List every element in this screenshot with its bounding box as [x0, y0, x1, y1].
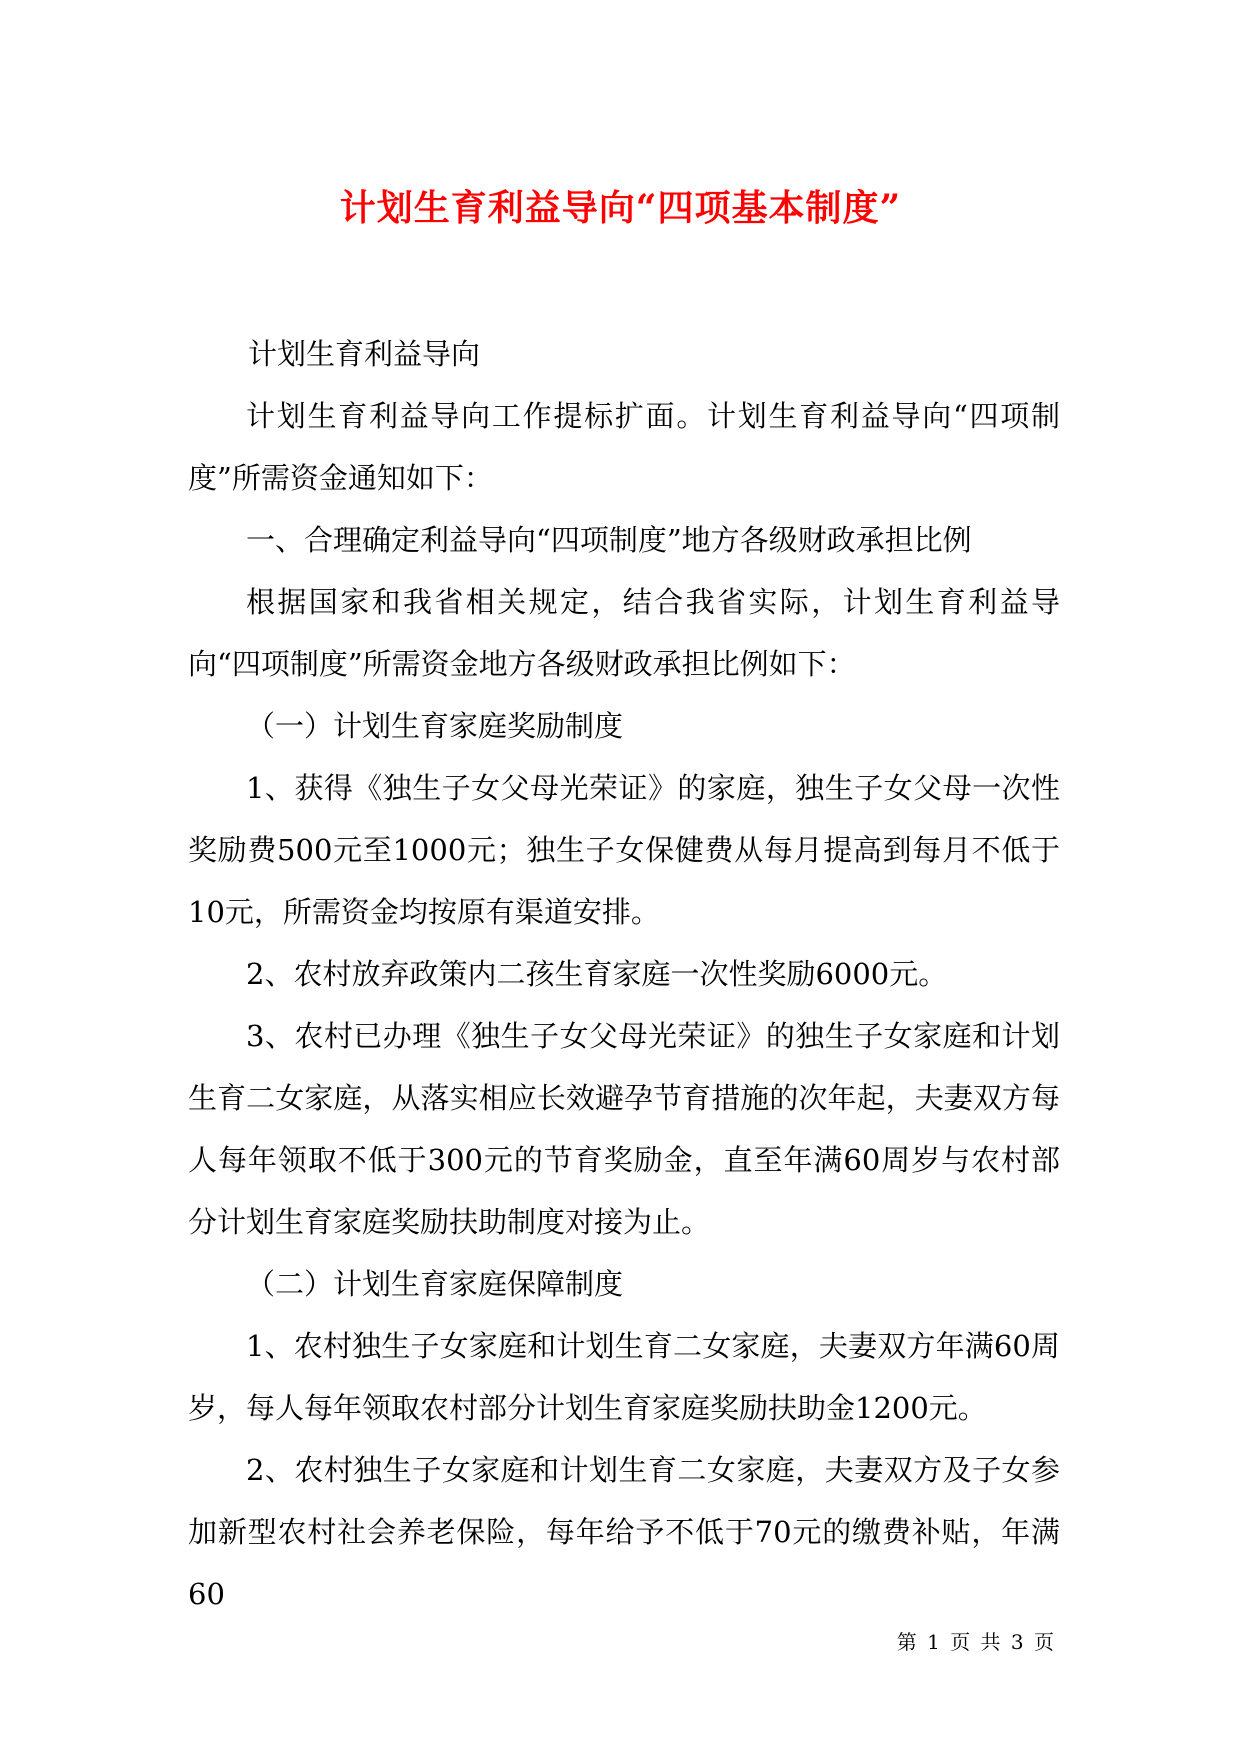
paragraph: 2、农村放弃政策内二孩生育家庭一次性奖励6000元。 — [246, 957, 948, 991]
paragraph: 1、农村独生子女家庭和计划生育二女家庭，夫妻双方年满60周岁，每人每年领取农村部分计划生育家庭奖励扶助金1200元。 — [188, 1329, 1060, 1425]
document-body — [188, 323, 1060, 1625]
document-title: 计划生育利益导向“四项基本制度” — [339, 187, 902, 230]
paragraph-intro: 计划生育利益导向工作提标扩面。计划生育利益导向“四项制度”所需资金通知如下： — [188, 399, 1060, 495]
paragraph-heading: 计划生育利益导向 — [248, 337, 481, 371]
paragraph: 1、获得《独生子女父母光荣证》的家庭，独生子女父母一次性奖励费500元至1000元；独生子女保健费从每月提高到每月不低于10元，所需资金均按原有渠道安排。 — [188, 771, 1060, 929]
subsection-heading-2: （二）计划生育家庭保障制度 — [246, 1267, 624, 1301]
paragraph: 2、农村独生子女家庭和计划生育二女家庭，夫妻双方及子女参加新型农村社会养老保险，每年给予不低于70元的缴费补贴，年满60 — [188, 1453, 1060, 1611]
section-heading-1: 一、合理确定利益导向“四项制度”地方各级财政承担比例 — [246, 523, 972, 557]
paragraph: 3、农村已办理《独生子女父母光荣证》的独生子女家庭和计划生育二女家庭，从落实相应长效避孕节育措施的次年起，夫妻双方每人每年领取不低于300元的节育奖励金，直至年满60周岁与农村部分计划生育家庭奖励扶助制度对接为止。 — [188, 1019, 1060, 1239]
page-number-footer: 第 1 页 共 3 页 — [896, 1630, 1056, 1654]
subsection-heading-1: （一）计划生育家庭奖励制度 — [246, 709, 624, 743]
paragraph: 根据国家和我省相关规定，结合我省实际，计划生育利益导向“四项制度”所需资金地方各级财政承担比例如下： — [188, 585, 1060, 681]
